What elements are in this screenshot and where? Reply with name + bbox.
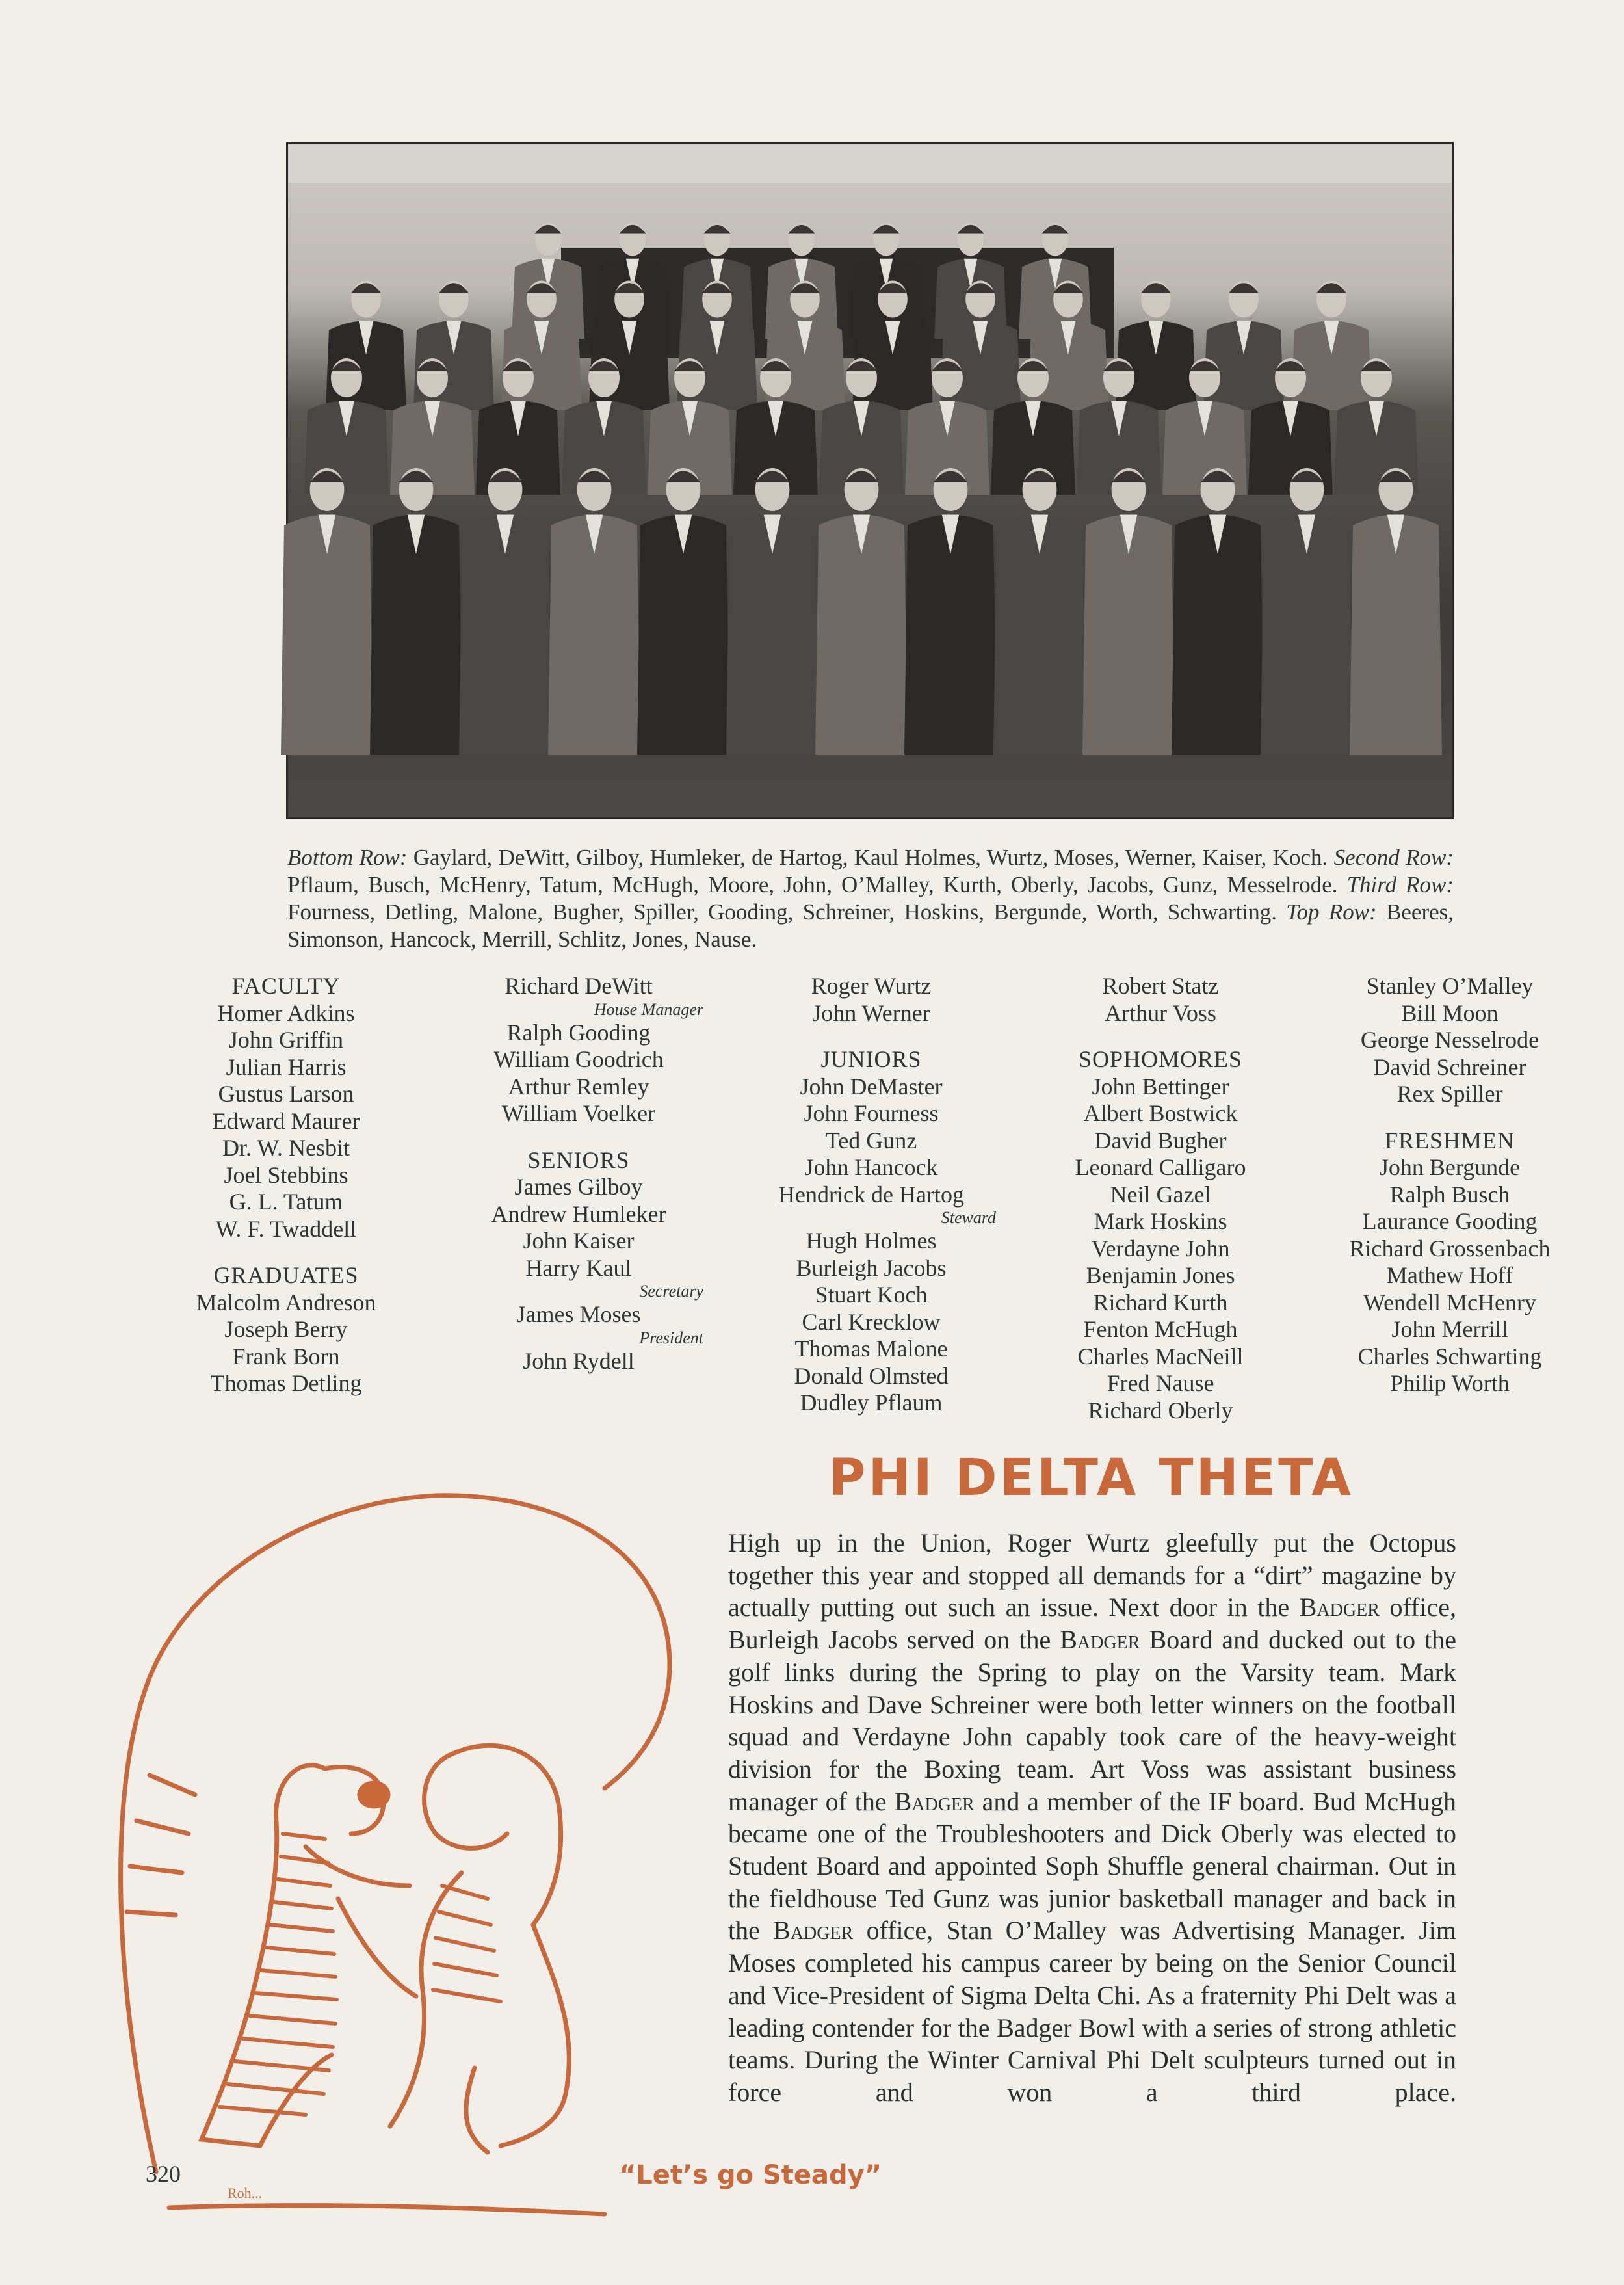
freshmen-header: FRESHMEN bbox=[1384, 1127, 1515, 1154]
member-name: Rex Spiller bbox=[1396, 1081, 1503, 1107]
faculty-list bbox=[150, 1000, 423, 1243]
member-name: Thomas Malone bbox=[794, 1336, 948, 1362]
member-name: Fenton McHugh bbox=[1083, 1316, 1238, 1342]
member-name: Benjamin Jones bbox=[1086, 1262, 1235, 1288]
member-name: Leonard Calligaro bbox=[1075, 1154, 1246, 1180]
juniors-list bbox=[735, 1074, 1008, 1209]
member-name: Frank Born bbox=[232, 1343, 340, 1369]
member-name: Neil Gazel bbox=[1110, 1181, 1211, 1208]
members-list bbox=[442, 1020, 715, 1128]
member-name: Burleigh Jacobs bbox=[796, 1254, 947, 1281]
article-text: office, Burleigh Jacobs served on the bbox=[728, 1592, 1457, 1655]
member-name: Thomas Detling bbox=[210, 1370, 362, 1396]
slogan: “Let’s go Steady” bbox=[619, 2160, 882, 2190]
member-name: William Goodrich bbox=[493, 1046, 664, 1072]
seniors-list bbox=[442, 1174, 715, 1282]
monkeys-illustration bbox=[111, 1483, 715, 2201]
member-name: Ralph Busch bbox=[1389, 1181, 1510, 1208]
caption-second-label: Second Row: bbox=[1333, 845, 1454, 870]
member-name: Richard Oberly bbox=[1088, 1397, 1233, 1423]
member-name: Richard DeWitt bbox=[504, 973, 653, 999]
roster-column-2 bbox=[442, 973, 715, 1375]
member-name: David Schreiner bbox=[1373, 1053, 1526, 1080]
member-name: James Moses bbox=[516, 1301, 641, 1327]
member-name: Charles Schwarting bbox=[1357, 1343, 1542, 1369]
article-text: Board and ducked out to the golf links during the Spring to play on the Varsity team. Mark Hoskins and Dave Schreiner were both letter winners on the football squad and Verdayne John capably took care of the heavy-weight division for the Boxing team. Art Voss was assistant business manager of the bbox=[728, 1625, 1457, 1816]
member-name: G. L. Tatum bbox=[229, 1189, 343, 1215]
roster-column-4 bbox=[1024, 973, 1297, 1424]
seniors-header: SENIORS bbox=[527, 1146, 630, 1173]
member-name: Arthur Remley bbox=[508, 1073, 649, 1100]
member-name: Mark Hoskins bbox=[1094, 1208, 1227, 1234]
page-number: 320 bbox=[146, 2161, 181, 2187]
member-name: Hendrick de Hartog bbox=[778, 1181, 964, 1208]
member-name: John DeMaster bbox=[800, 1073, 943, 1100]
article-badger: Badger bbox=[773, 1916, 854, 1946]
member-name: Roger Wurtz bbox=[811, 973, 932, 999]
member-name: Verdayne John bbox=[1091, 1235, 1230, 1261]
member-name: Mathew Hoff bbox=[1386, 1262, 1513, 1288]
member-name: Richard Grossenbach bbox=[1349, 1235, 1551, 1261]
member-name: Albert Bostwick bbox=[1083, 1100, 1238, 1126]
member-name: John Kaiser bbox=[523, 1228, 635, 1254]
graduates-header: GRADUATES bbox=[213, 1262, 359, 1288]
caption-top-label: Top Row: bbox=[1286, 899, 1377, 925]
article-badger: Badger bbox=[1299, 1592, 1380, 1622]
article-body bbox=[728, 1527, 1456, 2109]
member-name: John Rydell bbox=[523, 1347, 635, 1374]
member-name: Gustus Larson bbox=[218, 1081, 354, 1107]
member-name: John Griffin bbox=[228, 1027, 344, 1053]
members-list bbox=[1313, 973, 1586, 1108]
group-photo bbox=[286, 142, 1454, 819]
article-title: PHI DELTA THETA bbox=[828, 1449, 1354, 1507]
members-list bbox=[735, 973, 1008, 1027]
article-badger: Badger bbox=[894, 1786, 975, 1816]
member-name: Ted Gunz bbox=[825, 1127, 917, 1154]
member-name: Edward Maurer bbox=[212, 1107, 360, 1134]
member-name: John Fourness bbox=[804, 1100, 939, 1126]
member-name: David Bugher bbox=[1094, 1127, 1227, 1154]
member-name: Dr. W. Nesbit bbox=[222, 1135, 350, 1161]
article-text: and a member of the IF board. Bud McHugh became one of the Troubleshooters and Dick Oberly was elected to Student Board and appointed Soph Shuffle general chairman. Out in the fieldhouse Ted Gunz was junior basketball manager and back in the bbox=[728, 1786, 1457, 1946]
member-name: Stanley O’Malley bbox=[1366, 973, 1534, 999]
member-name: W. F. Twaddell bbox=[215, 1215, 357, 1242]
member-role: Steward bbox=[941, 1208, 996, 1227]
member-name: Joseph Berry bbox=[224, 1316, 348, 1342]
member-name: Donald Olmsted bbox=[794, 1362, 949, 1389]
member-name: Dudley Pflaum bbox=[800, 1390, 943, 1416]
roster-column-3 bbox=[735, 973, 1008, 1417]
article-text: office, Stan O’Malley was Advertising Manager. Jim Moses completed his campus career by being on the Senior Council and Vice-President of Sigma Delta Chi. As a fraternity Phi Delt was a leading contender for the Badger Bowl with a series of strong athletic teams. During the Winter Carnival Phi Delt sculpteurs turned out in force and won a third place. bbox=[728, 1916, 1456, 2107]
faculty-header: FACULTY bbox=[231, 973, 341, 999]
juniors-list-continued bbox=[735, 1228, 1008, 1417]
sophomores-header: SOPHOMORES bbox=[1078, 1046, 1243, 1072]
member-name: John Bettinger bbox=[1092, 1073, 1229, 1100]
member-name: John Werner bbox=[812, 999, 930, 1026]
caption-top-row: Beeres, Simonson, Hancock, Merrill, Schlitz, Jones, Nause. bbox=[287, 899, 1454, 952]
member-role: Secretary bbox=[639, 1282, 703, 1301]
member-name: John Hancock bbox=[804, 1154, 938, 1180]
member-name: Arthur Voss bbox=[1105, 999, 1216, 1026]
member-name: Homer Adkins bbox=[217, 999, 355, 1026]
caption-third-label: Third Row: bbox=[1346, 872, 1454, 897]
group-photo-figures bbox=[288, 144, 1452, 817]
member-name: Robert Statz bbox=[1102, 973, 1219, 999]
member-name: John Bergunde bbox=[1379, 1154, 1521, 1180]
members-list bbox=[1024, 973, 1297, 1027]
member-name: Harry Kaul bbox=[525, 1254, 632, 1281]
member-name: Ralph Gooding bbox=[506, 1019, 651, 1046]
member-name: Hugh Holmes bbox=[805, 1228, 937, 1254]
member-name: Charles MacNeill bbox=[1077, 1343, 1244, 1369]
member-name: George Nesselrode bbox=[1360, 1027, 1539, 1053]
illustration-signature: Roh... bbox=[228, 2185, 263, 2201]
juniors-header: JUNIORS bbox=[820, 1046, 922, 1072]
caption-third-row: Fourness, Detling, Malone, Bugher, Spiller, Gooding, Schreiner, Hoskins, Bergunde, Worth, Schwarting. bbox=[287, 899, 1277, 925]
sophomores-list bbox=[1024, 1074, 1297, 1425]
article-badger: Badger bbox=[1060, 1625, 1140, 1655]
member-name: Fred Nause bbox=[1107, 1370, 1214, 1396]
photo-caption bbox=[287, 844, 1454, 953]
caption-bottom-label: Bottom Row: bbox=[287, 845, 408, 870]
member-name: Stuart Koch bbox=[815, 1282, 928, 1308]
caption-bottom-row: Gaylard, DeWitt, Gilboy, Humleker, de Hartog, Kaul Holmes, Wurtz, Moses, Werner, Kaiser, Koch. bbox=[413, 845, 1328, 870]
member-name: William Voelker bbox=[501, 1100, 656, 1126]
member-name: Andrew Humleker bbox=[491, 1200, 666, 1227]
member-name: Carl Krecklow bbox=[802, 1308, 941, 1335]
member-name: Laurance Gooding bbox=[1362, 1208, 1538, 1234]
caption-second-row: Pflaum, Busch, McHenry, Tatum, McHugh, Moore, John, O’Malley, Kurth, Oberly, Jacobs, Gunz, Messelrode. bbox=[287, 872, 1338, 897]
member-name: Malcolm Andreson bbox=[196, 1289, 376, 1315]
roster-column-1 bbox=[150, 973, 423, 1397]
member-name: John Merrill bbox=[1391, 1316, 1508, 1342]
member-name: Richard Kurth bbox=[1093, 1289, 1228, 1315]
graduates-list bbox=[150, 1289, 423, 1397]
member-role: President bbox=[639, 1328, 703, 1347]
roster-column-5 bbox=[1313, 973, 1586, 1397]
member-role: House Manager bbox=[594, 999, 703, 1019]
freshmen-list bbox=[1313, 1154, 1586, 1397]
member-name: Joel Stebbins bbox=[224, 1161, 348, 1188]
member-name: Julian Harris bbox=[226, 1053, 347, 1080]
member-name: James Gilboy bbox=[514, 1174, 643, 1200]
member-name: Bill Moon bbox=[1401, 999, 1499, 1026]
article-text: High up in the Union, Roger Wurtz gleefully put the Octopus together this year and stopped all demands for a “dirt” magazine by actually putting out such an issue. Next door in the bbox=[728, 1528, 1456, 1622]
member-name: Philip Worth bbox=[1390, 1370, 1510, 1396]
member-name: Wendell McHenry bbox=[1363, 1289, 1536, 1315]
